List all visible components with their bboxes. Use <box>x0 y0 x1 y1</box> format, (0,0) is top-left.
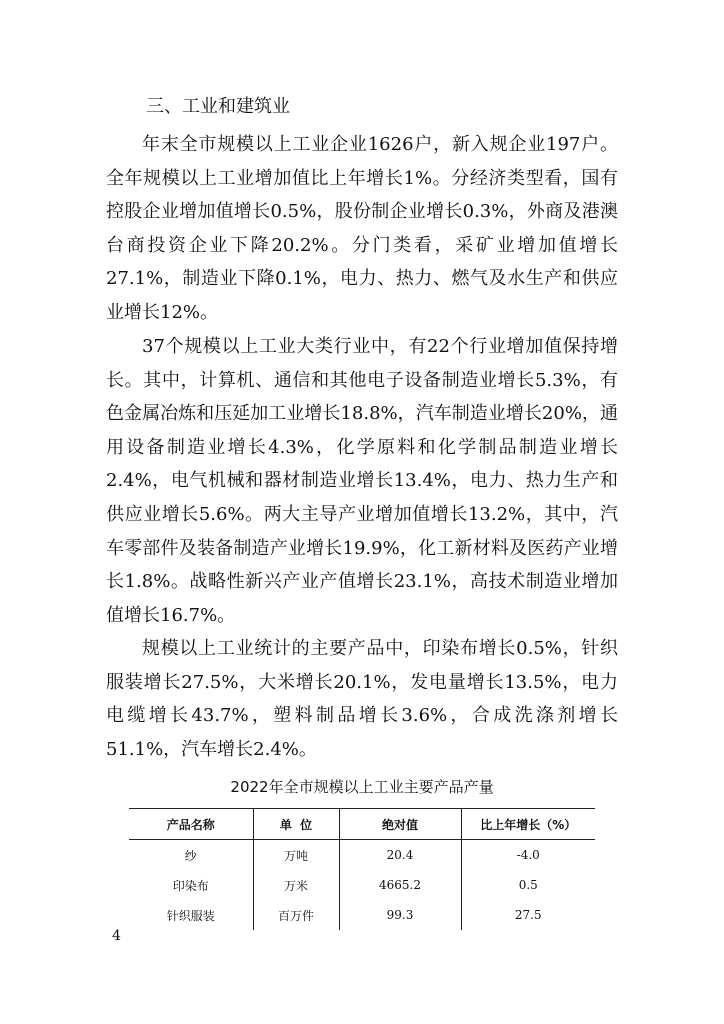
cell-value: 4665.2 <box>339 870 461 900</box>
col-header-unit: 单 位 <box>253 809 339 840</box>
cell-product: 纱 <box>184 848 197 863</box>
cell-growth: 27.5 <box>461 900 595 930</box>
paragraph-industry-overview: 年末全市规模以上工业企业1626户，新入规企业197户。全年规模以上工业增加值比上年增长1%。分经济类型看，国有控股企业增加值增长0.5%，股份制企业增长0.3%，外商及港澳台商投资企业下降20.2%。分门类看，采矿业增加值增长27.1%，制造业下降0.1%，电力、热力、燃气及水生产和供应业增长12%。 <box>106 134 618 323</box>
cell-unit: 百万件 <box>253 900 339 930</box>
cell-unit: 万米 <box>253 870 339 900</box>
products-table <box>129 808 595 930</box>
paragraph-industry-sectors: 37个规模以上工业大类行业中，有22个行业增加值保持增长。其中，计算机、通信和其他电子设备制造业增长5.3%，有色金属冶炼和压延加工业增长18.8%，汽车制造业增长20%，通用设备制造业增长4.3%，化学原料和化学制品制造业增长2.4%，电气机械和器材制造业增长13.4%，电力、热力生产和供应业增长5.6%。两大主导产业增加值增长13.2%，其中，汽车零部件及装备制造产业增长19.9%，化工新材料及医药产业增长1.8%。战略性新兴产业产值增长23.1%，高技术制造业增加值增长16.7%。 <box>106 336 618 626</box>
cell-growth: -4.0 <box>461 840 595 871</box>
cell-unit: 万吨 <box>253 840 339 871</box>
page-number: 4 <box>112 928 121 944</box>
table-row <box>129 840 595 871</box>
cell-product: 印染布 <box>172 878 209 893</box>
section-heading: 三、工业和建筑业 <box>146 96 290 117</box>
col-header-growth: 比上年增长（%） <box>461 809 595 840</box>
cell-value: 99.3 <box>339 900 461 930</box>
col-header-product: 产品名称 <box>166 817 215 832</box>
cell-value: 20.4 <box>339 840 461 871</box>
table-header-row <box>129 809 595 840</box>
paragraph-main-products: 规模以上工业统计的主要产品中，印染布增长0.5%，针织服装增长27.5%，大米增长20.1%，发电量增长13.5%，电力电缆增长43.7%，塑料制品增长3.6%，合成洗涤剂增长51.1%，汽车增长2.4%。 <box>106 638 618 760</box>
table-row <box>129 870 595 900</box>
table-row <box>129 900 595 930</box>
cell-growth: 0.5 <box>461 870 595 900</box>
cell-product: 针织服装 <box>166 908 215 923</box>
table-caption: 2022年全市规模以上工业主要产品产量 <box>230 778 494 796</box>
col-header-absolute-value: 绝对值 <box>339 809 461 840</box>
